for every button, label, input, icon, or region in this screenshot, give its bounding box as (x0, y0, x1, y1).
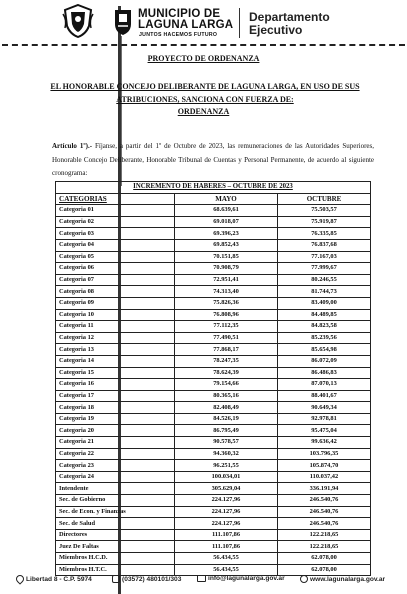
row-mayo-value: 96.251,55 (175, 460, 278, 472)
table-row (56, 390, 371, 402)
row-mayo-value: 70.151,85 (175, 251, 278, 263)
table-row (56, 239, 371, 251)
table-row (56, 205, 371, 217)
table-row (56, 495, 371, 507)
row-category: Categoria 05 (56, 251, 175, 263)
table-row (56, 228, 371, 240)
row-category: Categoria 11 (56, 321, 175, 333)
table-row (56, 553, 371, 565)
row-octubre-value: 246.540,76 (278, 495, 371, 507)
phone-text: (03572) 480101/303 (122, 575, 182, 583)
row-mayo-value: 76.808,96 (175, 309, 278, 321)
table-row (56, 471, 371, 483)
row-octubre-value: 83.409,00 (278, 297, 371, 309)
table-row (56, 274, 371, 286)
row-mayo-value: 224.127,96 (175, 518, 278, 530)
row-category: Categoria 09 (56, 297, 175, 309)
row-category: Categoria 07 (56, 274, 175, 286)
row-octubre-value: 95.475,04 (278, 425, 371, 437)
table-row (56, 286, 371, 298)
row-mayo-value: 100.034,01 (175, 471, 278, 483)
header-categorias: CATEGORIAS (56, 193, 175, 205)
row-octubre-value: 246.540,76 (278, 506, 371, 518)
row-category: Categoria 24 (56, 471, 175, 483)
row-mayo-value: 69.396,23 (175, 228, 278, 240)
row-octubre-value: 77.167,03 (278, 251, 371, 263)
address-text: Libertad 8 - C.P. 5974 (26, 575, 92, 583)
location-pin-icon (14, 573, 25, 584)
municipality-tagline: JUNTOS HACEMOS FUTURO (139, 32, 218, 38)
header-divider (2, 44, 405, 46)
table-caption: INCREMENTO DE HABERES – OCTUBRE DE 2023 (56, 182, 371, 194)
table-row (56, 448, 371, 460)
table-row (56, 297, 371, 309)
row-octubre-value: 76.837,68 (278, 239, 371, 251)
row-category: Categoria 23 (56, 460, 175, 472)
row-octubre-value: 105.874,70 (278, 460, 371, 472)
header-mayo: MAYO (175, 193, 278, 205)
row-mayo-value: 68.639,61 (175, 205, 278, 217)
document-title: PROYECTO DE ORDENANZA (147, 54, 260, 63)
row-mayo-value: 78.247,35 (175, 355, 278, 367)
row-octubre-value: 80.246,55 (278, 274, 371, 286)
footer-web (300, 575, 385, 583)
table-body (56, 205, 371, 576)
row-mayo-value: 84.526,19 (175, 413, 278, 425)
article-text: Fíjanse, a partir del 1º de Octubre de 2023, las remuneraciones de las Autoridades Superiores, Honorable Concejo Deliberante, Honorable Tribunal de Cuentas y Personal Permanente, de acuerdo al siguiente cronograma: (52, 142, 375, 177)
row-mayo-value: 111.107,86 (175, 529, 278, 541)
row-category: Categoria 14 (56, 355, 175, 367)
row-mayo-value: 224.127,96 (175, 495, 278, 507)
footer-phone (112, 575, 181, 583)
row-mayo-value: 79.154,66 (175, 379, 278, 391)
row-mayo-value: 56.434,55 (175, 553, 278, 565)
muni-line-1: MUNICIPIO DE (138, 8, 221, 20)
email-text: info@lagunalarga.gov.ar (208, 575, 285, 582)
row-octubre-value: 336.191,94 (278, 483, 371, 495)
header-octubre: OCTUBRE (278, 193, 371, 205)
mail-icon (197, 575, 206, 582)
footer (0, 575, 407, 589)
globe-icon (300, 575, 308, 583)
table-row (56, 332, 371, 344)
row-category: Categoria 13 (56, 344, 175, 356)
row-mayo-value: 77.868,17 (175, 344, 278, 356)
row-category: Categoria 03 (56, 228, 175, 240)
table-row (56, 216, 371, 228)
article-1 (52, 140, 374, 181)
row-octubre-value: 81.744,73 (278, 286, 371, 298)
row-octubre-value: 99.636,42 (278, 437, 371, 449)
table-row (56, 541, 371, 553)
row-category: Categoria 02 (56, 216, 175, 228)
row-mayo-value: 70.908,79 (175, 263, 278, 275)
row-category: Categoria 12 (56, 332, 175, 344)
row-octubre-value: 246.540,76 (278, 518, 371, 530)
table-row (56, 529, 371, 541)
town-crest-icon (113, 8, 133, 36)
row-category: Categoria 01 (56, 205, 175, 217)
row-octubre-value: 84.823,58 (278, 321, 371, 333)
web-text: www.lagunalarga.gov.ar (310, 575, 386, 583)
table-row (56, 437, 371, 449)
table-row (56, 402, 371, 414)
row-octubre-value: 110.037,42 (278, 471, 371, 483)
row-mayo-value: 78.624,39 (175, 367, 278, 379)
row-mayo-value: 86.795,49 (175, 425, 278, 437)
preamble: EL HONORABLE CONCEJO DELIBERANTE DE LAGUNA LARGA, EN USO DE SUS ATRIBUCIONES, SANCIONA CON FUERZA DE: (50, 82, 360, 104)
table-row (56, 518, 371, 530)
row-octubre-value: 122.218,65 (278, 529, 371, 541)
row-category: Sec. de Gobierno (56, 495, 175, 507)
row-category: Directores (56, 529, 175, 541)
row-mayo-value: 224.127,96 (175, 506, 278, 518)
row-octubre-value: 76.335,85 (278, 228, 371, 240)
row-category: Juez De Faltas (56, 541, 175, 553)
row-category: Categoria 21 (56, 437, 175, 449)
row-mayo-value: 77.490,51 (175, 332, 278, 344)
row-octubre-value: 62.078,00 (278, 564, 371, 576)
row-octubre-value: 62.078,00 (278, 553, 371, 565)
row-octubre-value: 88.401,67 (278, 390, 371, 402)
letterhead (0, 0, 407, 46)
row-octubre-value: 86.486,83 (278, 367, 371, 379)
row-category: Categoria 20 (56, 425, 175, 437)
row-octubre-value: 85.654,98 (278, 344, 371, 356)
row-mayo-value: 56.434,55 (175, 564, 278, 576)
row-category: Categoria 17 (56, 390, 175, 402)
footer-email (197, 575, 285, 582)
row-category: Categoria 04 (56, 239, 175, 251)
department-name (249, 11, 330, 37)
row-category: Sec. de Salud (56, 518, 175, 530)
row-category: Categoria 06 (56, 263, 175, 275)
table-row (56, 309, 371, 321)
municipality-name (138, 9, 233, 31)
row-mayo-value: 75.826,36 (175, 297, 278, 309)
row-category: Categoria 22 (56, 448, 175, 460)
footer-address (16, 575, 92, 583)
row-category: Categoria 16 (56, 379, 175, 391)
table-row (56, 355, 371, 367)
row-octubre-value: 75.919,87 (278, 216, 371, 228)
row-category: Categoria 15 (56, 367, 175, 379)
row-mayo-value: 77.112,35 (175, 321, 278, 333)
table-caption-row (56, 182, 371, 194)
table-row (56, 379, 371, 391)
row-octubre-value: 86.072,09 (278, 355, 371, 367)
row-mayo-value: 305.629,04 (175, 483, 278, 495)
row-mayo-value: 72.951,41 (175, 274, 278, 286)
table-row (56, 425, 371, 437)
table-row (56, 367, 371, 379)
row-octubre-value: 84.489,85 (278, 309, 371, 321)
table-row (56, 460, 371, 472)
row-mayo-value: 69.852,43 (175, 239, 278, 251)
row-category: Categoria 10 (56, 309, 175, 321)
row-mayo-value: 80.365,16 (175, 390, 278, 402)
row-category: Categoria 08 (56, 286, 175, 298)
row-octubre-value: 122.218,65 (278, 541, 371, 553)
table-row (56, 344, 371, 356)
phone-icon (112, 575, 120, 583)
table-row (56, 251, 371, 263)
row-category: Miembros H.T.C. (56, 564, 175, 576)
row-mayo-value: 82.408,49 (175, 402, 278, 414)
row-octubre-value: 75.503,57 (278, 205, 371, 217)
article-label: Artículo 1º).- (52, 142, 93, 150)
row-category: Sec. de Econ. y Finanzas (56, 506, 175, 518)
table-header-row (56, 193, 371, 205)
row-mayo-value: 94.360,32 (175, 448, 278, 460)
table-row (56, 263, 371, 275)
dept-line-1: Departamento (249, 10, 330, 24)
row-octubre-value: 103.796,35 (278, 448, 371, 460)
row-category: Categoria 19 (56, 413, 175, 425)
row-mayo-value: 74.313,40 (175, 286, 278, 298)
muni-line-2: LAGUNA LARGA (138, 19, 234, 31)
row-octubre-value: 85.239,56 (278, 332, 371, 344)
salary-table (55, 181, 371, 576)
document-kind: ORDENANZA (177, 107, 230, 116)
table-row (56, 321, 371, 333)
municipal-seal-icon (62, 4, 94, 38)
dept-line-2: Ejecutivo (249, 23, 303, 37)
row-category: Intendente (56, 483, 175, 495)
row-octubre-value: 92.978,81 (278, 413, 371, 425)
table-row (56, 483, 371, 495)
row-mayo-value: 90.578,57 (175, 437, 278, 449)
row-category: Categoria 18 (56, 402, 175, 414)
row-octubre-value: 77.999,67 (278, 263, 371, 275)
table-row (56, 564, 371, 576)
row-octubre-value: 90.649,34 (278, 402, 371, 414)
row-octubre-value: 87.070,13 (278, 379, 371, 391)
row-category: Miembros H.C.D. (56, 553, 175, 565)
row-mayo-value: 69.018,07 (175, 216, 278, 228)
header-separator (239, 8, 240, 38)
table-row (56, 413, 371, 425)
table-row (56, 506, 371, 518)
row-mayo-value: 111.107,86 (175, 541, 278, 553)
